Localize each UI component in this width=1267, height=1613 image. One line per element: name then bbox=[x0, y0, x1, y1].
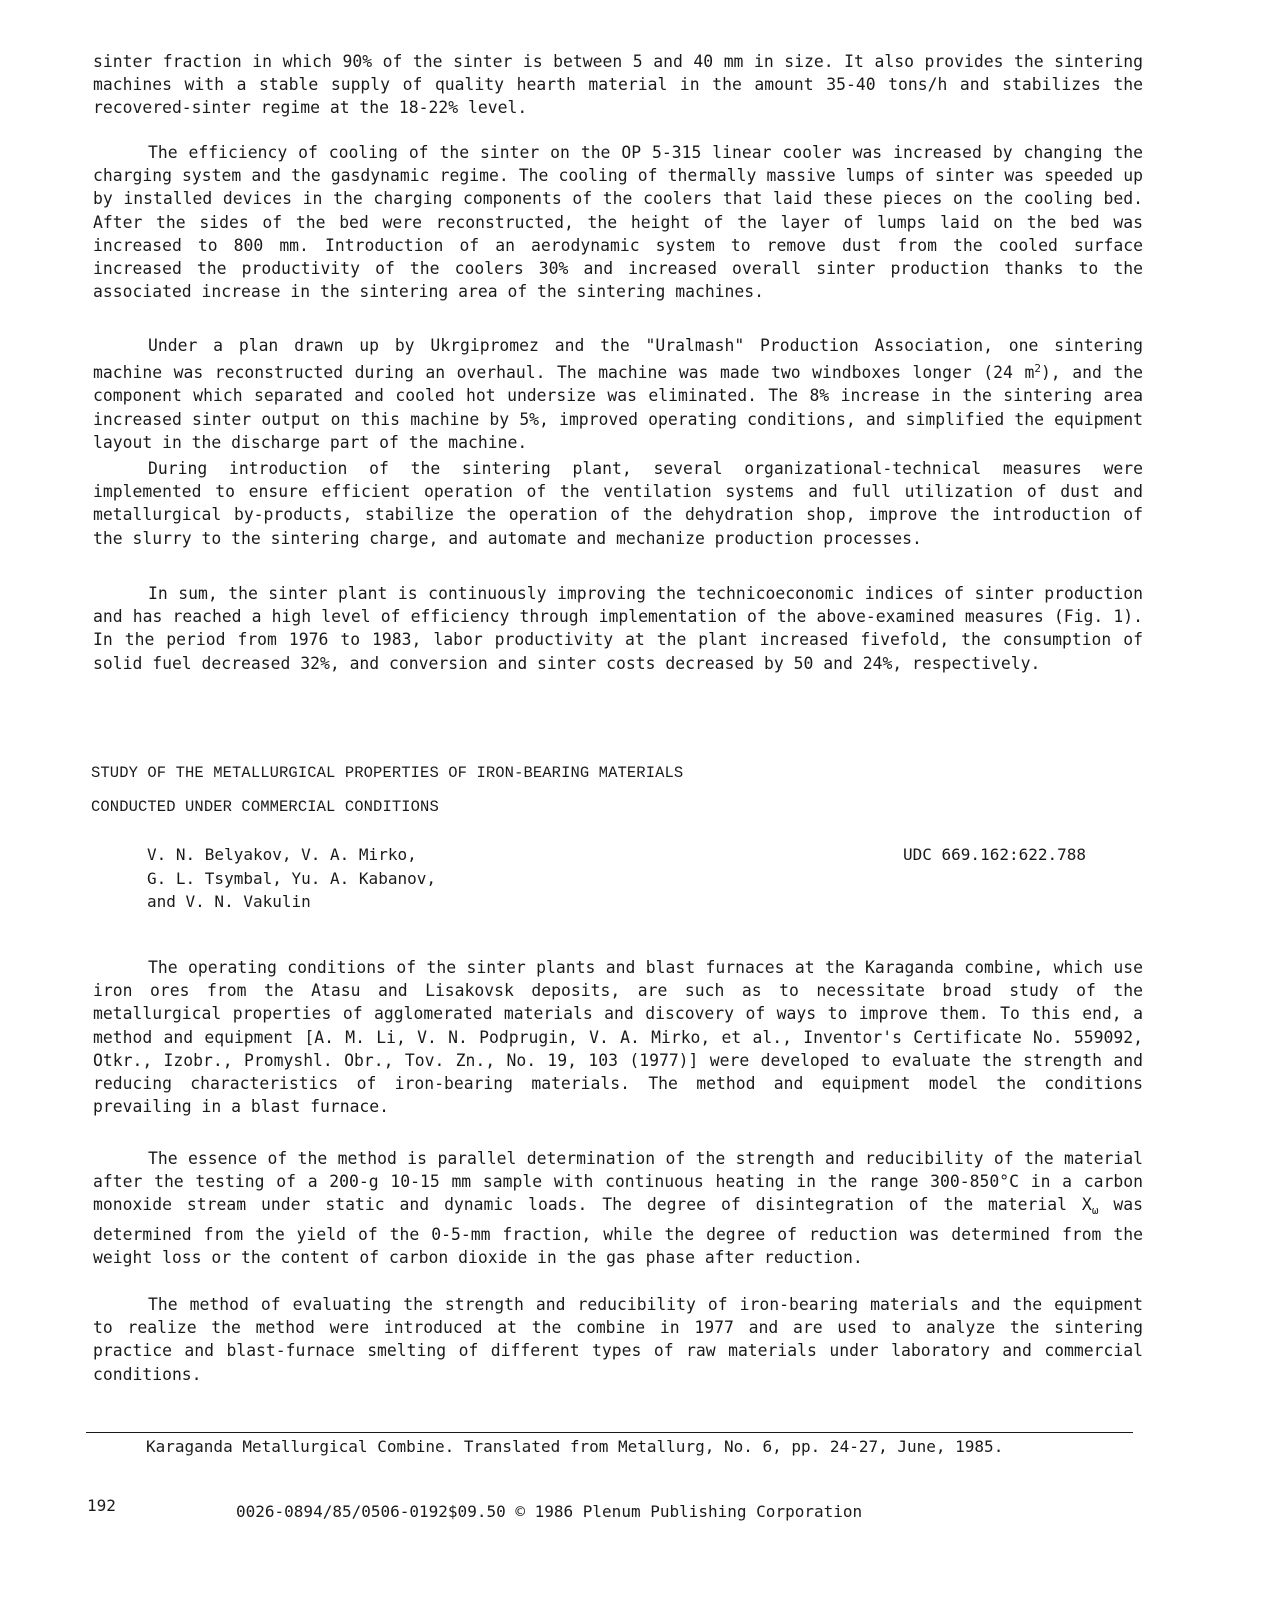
article-title-line-2: CONDUCTED UNDER COMMERCIAL CONDITIONS bbox=[91, 798, 439, 816]
continuation-paragraph-3-part-a: Under a plan drawn up by Ukrgipromez and the "Uralmash" Production Association, one sintering machine was reconstructed during an overhaul. The machine was made two windboxes longer (24 m bbox=[93, 336, 1143, 383]
continuation-paragraph-3-part-b: ), and the component which separated and cooled hot undersize was eliminated. The 8% increase in the sintering area increased sinter output on this machine by 5%, improved operating conditions, and simplified the equipment layout in the discharge part of the machine. bbox=[93, 363, 1143, 452]
page-number: 192 bbox=[87, 1496, 116, 1515]
continuation-paragraph-3 bbox=[93, 334, 1143, 454]
superscript-2: 2 bbox=[1034, 362, 1041, 376]
authors-line-2: G. L. Tsymbal, Yu. A. Kabanov, bbox=[147, 868, 436, 888]
article-paragraph-2-part-a: The essence of the method is parallel determination of the strength and reducibility of the material after the testing of a 200-g 10-15 mm sample with continuous heating in the range 300-850°C in a carbon monoxide stream under static and dynamic loads. The degree of disintegration of the material X bbox=[93, 1149, 1143, 1215]
copyright-line: 0026-0894/85/0506-0192$09.50 © 1986 Plenum Publishing Corporation bbox=[236, 1502, 863, 1521]
article-paragraph-3: The method of evaluating the strength and reducibility of iron-bearing materials and the equipment to realize the method were introduced at the combine in 1977 and are used to analyze the sintering practice and blast-furnace smelting of different types of raw materials under laboratory and commercial conditions. bbox=[93, 1295, 1143, 1384]
article-authors bbox=[147, 843, 436, 914]
subscript-omega: ω bbox=[1091, 1204, 1099, 1218]
footnote-divider bbox=[86, 1432, 1133, 1433]
article-paragraph-2-part-b: was determined from the yield of the 0-5-mm fraction, while the degree of reduction was determined from the weight loss or the content of carbon dioxide in the gas phase after reduction. bbox=[93, 1195, 1143, 1267]
article-title-line-1: STUDY OF THE METALLURGICAL PROPERTIES OF IRON-BEARING MATERIALS bbox=[91, 764, 684, 782]
continuation-paragraph-4: During introduction of the sintering plant, several organizational-technical measures were implemented to ensure efficient operation of the ventilation systems and full utilization of dust and metallurgical by-products, stabilize the operation of the dehydration shop, improve the introduction of the slurry to the sintering charge, and automate and mechanize production processes. bbox=[93, 459, 1143, 548]
continuation-paragraph-2: The efficiency of cooling of the sinter on the OP 5-315 linear cooler was increased by changing the charging system and the gasdynamic regime. The cooling of thermally massive lumps of sinter was speeded up by installed devices in the charging components of the coolers that laid these pieces on the cooling bed. After the sides of the bed were reconstructed, the height of the layer of lumps laid on the bed was increased to 800 mm. Introduction of an aerodynamic system to remove dust from the cooled surface increased the productivity of the coolers 30% and increased overall sinter production thanks to the associated increase in the sintering area of the sintering machines. bbox=[93, 143, 1143, 302]
continuation-paragraph-5: In sum, the sinter plant is continuously improving the technicoeconomic indices of sinter production and has reached a high level of efficiency through implementation of the above-examined measures (Fig. 1). In the period from 1976 to 1983, labor productivity at the plant increased fivefold, the consumption of solid fuel decreased 32%, and conversion and sinter costs decreased by 50 and 24%, respectively. bbox=[93, 584, 1143, 673]
authors-line-1: V. N. Belyakov, V. A. Mirko, bbox=[147, 845, 417, 864]
authors-line-3: and V. N. Vakulin bbox=[147, 892, 311, 911]
udc-code: UDC 669.162:622.788 bbox=[903, 845, 1087, 864]
article-paragraph-2 bbox=[93, 1147, 1143, 1269]
article-paragraph-1: The operating conditions of the sinter plants and blast furnaces at the Karaganda combine, which use iron ores from the Atasu and Lisakovsk deposits, are such as to necessitate broad study of the metallurgical properties of agglomerated materials and discovery of ways to improve them. To this end, a method and equipment [A. M. Li, V. N. Podprugin, V. A. Mirko, et al., Inventor's Certificate No. 559092, Otkr., Izobr., Promyshl. Obr., Tov. Zn., No. 19, 103 (1977)] were developed to evaluate the strength and reducing characteristics of iron-bearing materials. The method and equipment model the conditions prevailing in a blast furnace. bbox=[93, 958, 1143, 1117]
continuation-paragraph-1: sinter fraction in which 90% of the sinter is between 5 and 40 mm in size. It also provides the sintering machines with a stable supply of quality hearth material in the amount 35-40 tons/h and stabilizes the recovered-sinter regime at the 18-22% level. bbox=[93, 52, 1143, 118]
footnote: Karaganda Metallurgical Combine. Translated from Metallurg, No. 6, pp. 24-27, June, 1985. bbox=[146, 1437, 1004, 1456]
